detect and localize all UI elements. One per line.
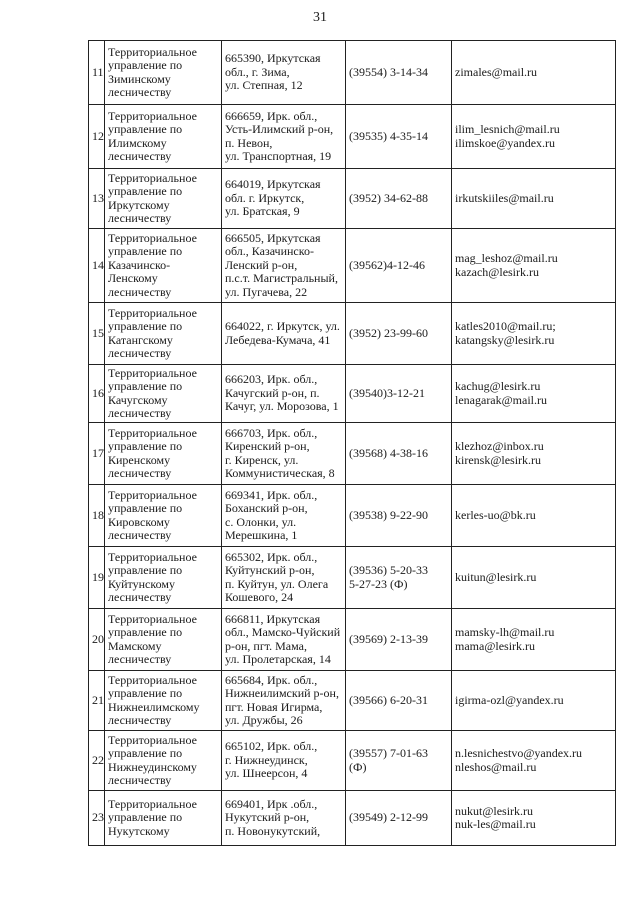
address-line: 665390, Иркутская [225,51,321,66]
row-number: 15 [89,303,105,365]
email-cell [452,423,616,485]
office-name-cell [105,485,222,547]
office-name-line: управление по [108,244,183,259]
email-line[interactable]: kazach@lesirk.ru [455,264,540,279]
phone-line: (39535) 4-35-14 [349,128,428,143]
address-cell [222,791,346,846]
table-row [89,731,616,791]
office-name-line: Территориальное [108,487,197,502]
row-number: 13 [89,169,105,229]
address-cell [222,229,346,303]
office-name-line: Территориальное [108,796,197,811]
table-row [89,169,616,229]
address-cell [222,731,346,791]
phone-cell [346,485,452,547]
table-row [89,365,616,423]
table-row [89,105,616,169]
address-cell [222,485,346,547]
office-name-line: управление по [108,501,183,516]
address-line: ул. Шнеерсон, 4 [225,766,308,781]
office-name-cell [105,547,222,609]
address-line: Качуг, ул. Морозова, 1 [225,399,339,414]
address-line: 664022, г. Иркутск, ул. [225,319,340,334]
address-line: п. Новонукутский, [225,823,321,838]
address-line: ул. Пролетарская, 14 [225,651,331,666]
address-line: п. Невон, [225,135,273,150]
office-name-cell [105,169,222,229]
email-line[interactable]: ilim_lesnich@mail.ru [455,122,560,137]
phone-cell [346,731,452,791]
office-name-line: лесничеству [108,772,172,787]
table-body [89,41,616,846]
phone-line: (39562)4-12-46 [349,257,425,272]
office-name-line: лесничеству [108,651,172,666]
address-line: Боханский р-он, [225,501,308,516]
phone-line: (39554) 3-14-34 [349,64,428,79]
phone-cell [346,547,452,609]
email-line[interactable]: mamsky-lh@mail.ru [455,625,555,640]
address-cell [222,41,346,105]
address-cell [222,365,346,423]
table-row [89,229,616,303]
office-name-line: лесничеству [108,345,172,360]
table-row [89,671,616,731]
office-name-line: Казачинско- [108,257,171,272]
phone-cell [346,303,452,365]
office-name-line: управление по [108,184,183,199]
office-name-line: Нукутскому [108,823,170,838]
phone-line: (39536) 5-20-33 [349,563,428,578]
office-name-line: Территориальное [108,170,197,185]
office-name-line: Катангскому [108,332,173,347]
address-line: Кошевого, 24 [225,589,294,604]
email-cell [452,547,616,609]
office-name-line: управление по [108,625,183,640]
office-name-line: Территориальное [108,732,197,747]
email-cell [452,41,616,105]
address-line: 665684, Ирк. обл., [225,672,318,687]
office-name-line: лесничеству [108,465,172,480]
email-cell [452,169,616,229]
row-number: 18 [89,485,105,547]
email-line[interactable]: kirensk@lesirk.ru [455,452,542,467]
office-name-line: лесничеству [108,712,172,727]
address-cell [222,547,346,609]
address-line: с. Олонки, ул. [225,514,297,529]
address-line: пгт. Новая Игирма, [225,699,323,714]
address-line: 666203, Ирк. обл., [225,372,318,387]
office-name-line: Территориальное [108,549,197,564]
office-name-line: управление по [108,810,183,825]
office-name-cell [105,671,222,731]
office-name-line: Нижнеудинскому [108,759,197,774]
table-row [89,423,616,485]
phone-line: (3952) 23-99-60 [349,325,428,340]
address-line: Усть-Илимский р-он, [225,122,334,137]
address-line: 666659, Ирк. обл., [225,108,318,123]
address-cell [222,169,346,229]
email-line[interactable]: irkutskiiles@mail.ru [455,190,554,205]
address-line: Ленский р-он, [225,257,298,272]
office-name-cell [105,41,222,105]
office-name-line: Качугскому [108,392,168,407]
office-name-cell [105,303,222,365]
office-name-line: управление по [108,319,183,334]
office-name-line: лесничеству [108,284,172,299]
address-line: 665302, Ирк. обл., [225,549,318,564]
office-name-line: лесничеству [108,210,172,225]
address-line: 669401, Ирк .обл., [225,796,318,811]
phone-cell [346,105,452,169]
address-cell [222,609,346,671]
phone-line: (39538) 9-22-90 [349,507,428,522]
row-number: 20 [89,609,105,671]
email-line[interactable]: katles2010@mail.ru; [455,319,556,334]
email-line[interactable]: ilimskoe@yandex.ru [455,135,556,150]
email-cell [452,303,616,365]
email-line[interactable]: mag_leshoz@mail.ru [455,251,558,266]
page-number: 31 [313,10,327,25]
address-line: г. Киренск, ул. [225,452,299,467]
email-line[interactable]: kachug@lesirk.ru [455,379,541,394]
phone-cell [346,229,452,303]
office-name-line: Илимскому [108,135,167,150]
office-name-cell [105,731,222,791]
office-name-line: Киренскому [108,452,171,467]
email-cell [452,671,616,731]
office-name-line: лесничеству [108,405,172,420]
office-name-line: Территориальное [108,365,197,380]
office-name-line: управление по [108,122,183,137]
office-name-line: Нижнеилимскому [108,699,200,714]
phone-line: (39569) 2-13-39 [349,631,428,646]
address-line: Мерешкина, 1 [225,527,298,542]
office-name-cell [105,365,222,423]
address-line: обл., Казачинско- [225,244,314,259]
address-line: ул. Степная, 12 [225,78,303,93]
address-line: 666703, Ирк. обл., [225,425,318,440]
office-name-line: Мамскому [108,638,162,653]
office-name-line: Зиминскому [108,71,171,86]
row-number: 19 [89,547,105,609]
address-line: ул. Транспортная, 19 [225,148,332,163]
office-name-cell [105,609,222,671]
address-line: п. Куйтун, ул. Олега [225,576,329,591]
email-line[interactable]: mama@lesirk.ru [455,638,536,653]
row-number: 12 [89,105,105,169]
address-line: 665102, Ирк. обл., [225,739,318,754]
address-line: Нукутский р-он, [225,810,310,825]
office-name-line: управление по [108,58,183,73]
address-line: п.с.т. Магистральный, [225,271,338,286]
email-cell [452,791,616,846]
office-name-line: Территориальное [108,108,197,123]
email-line[interactable]: nuk-les@mail.ru [455,817,536,831]
email-line[interactable]: nleshos@mail.ru [455,759,537,774]
table-row [89,485,616,547]
office-name-line: Территориальное [108,425,197,440]
address-line: р-он, пгт. Мама, [225,638,307,653]
phone-line: 5-27-23 (Ф) [349,576,408,591]
email-cell [452,365,616,423]
phone-cell [346,41,452,105]
address-line: Киренский р-он, [225,439,310,454]
office-name-line: управление по [108,439,183,454]
row-number: 22 [89,731,105,791]
phone-line: (3952) 34-62-88 [349,190,428,205]
table-row [89,303,616,365]
address-line: 666811, Иркутская [225,611,321,626]
office-name-line: лесничеству [108,527,172,542]
email-line[interactable]: klezhoz@inbox.ru [455,439,544,454]
address-line: 669341, Ирк. обл., [225,487,318,502]
office-name-line: Территориальное [108,611,197,626]
address-line: обл., г. Зима, [225,64,290,79]
email-cell [452,105,616,169]
phone-line: (39549) 2-12-99 [349,810,428,825]
address-line: обл., Мамско-Чуйский [225,625,341,640]
office-name-line: управление по [108,686,183,701]
phone-cell [346,671,452,731]
address-line: Качугский р-он, п. [225,385,320,400]
email-line[interactable]: kuitun@lesirk.ru [455,569,537,584]
address-line: ул. Дружбы, 26 [225,712,303,727]
row-number: 23 [89,791,105,846]
address-line: Куйтунский р-он, [225,563,315,578]
office-name-line: Территориальное [108,672,197,687]
address-line: Нижнеилимский р-он, [225,686,339,701]
email-line[interactable]: zimales@mail.ru [455,64,538,79]
office-name-line: лесничеству [108,589,172,604]
email-line[interactable]: n.lesnichestvo@yandex.ru [455,746,583,761]
phone-cell [346,609,452,671]
office-name-line: Территориальное [108,305,197,320]
row-number: 16 [89,365,105,423]
address-line: Лебедева-Кумача, 41 [225,332,331,347]
email-line[interactable]: kerles-uo@bk.ru [455,507,536,522]
address-line: г. Нижнеудинск, [225,752,308,767]
phone-line: (39557) 7-01-63 [349,746,428,761]
phone-cell [346,365,452,423]
office-name-cell [105,423,222,485]
office-name-line: Кировскому [108,514,170,529]
office-name-line: Иркутскому [108,197,170,212]
office-name-line: управление по [108,746,183,761]
address-cell [222,671,346,731]
phone-line: (Ф) [349,759,367,774]
phone-cell [346,423,452,485]
row-number: 21 [89,671,105,731]
email-cell [452,731,616,791]
address-line: 666505, Иркутская [225,230,321,245]
email-line[interactable]: nukut@lesirk.ru [455,803,534,818]
office-name-cell [105,229,222,303]
table-row [89,41,616,105]
email-cell [452,229,616,303]
phone-line: (39540)3-12-21 [349,385,425,400]
phone-cell [346,791,452,846]
address-line: ул. Пугачева, 22 [225,284,308,299]
email-line[interactable]: katangsky@lesirk.ru [455,332,555,347]
email-cell [452,609,616,671]
office-name-line: лесничеству [108,84,172,99]
phone-cell [346,169,452,229]
office-name-cell [105,791,222,846]
email-line[interactable]: lenagarak@mail.ru [455,392,548,407]
table-row [89,791,616,846]
row-number: 11 [89,41,105,105]
table-row [89,547,616,609]
office-name-line: Куйтунскому [108,576,175,591]
email-line[interactable]: igirma-ozl@yandex.ru [455,692,564,707]
address-cell [222,303,346,365]
office-name-line: Территориальное [108,44,197,59]
office-name-line: лесничеству [108,148,172,163]
row-number: 17 [89,423,105,485]
email-cell [452,485,616,547]
table-row [89,609,616,671]
address-line: Коммунистическая, 8 [225,465,335,480]
address-line: 664019, Иркутская [225,177,321,192]
address-cell [222,105,346,169]
phone-line: (39568) 4-38-16 [349,445,428,460]
office-name-line: управление по [108,379,183,394]
office-name-line: Территориальное [108,230,197,245]
forestry-offices-table [88,40,616,846]
address-line: обл. г. Иркутск, [225,190,305,205]
office-name-line: управление по [108,563,183,578]
office-name-line: Ленскому [108,271,158,286]
office-name-cell [105,105,222,169]
phone-line: (39566) 6-20-31 [349,692,428,707]
row-number: 14 [89,229,105,303]
address-cell [222,423,346,485]
address-line: ул. Братская, 9 [225,204,300,219]
